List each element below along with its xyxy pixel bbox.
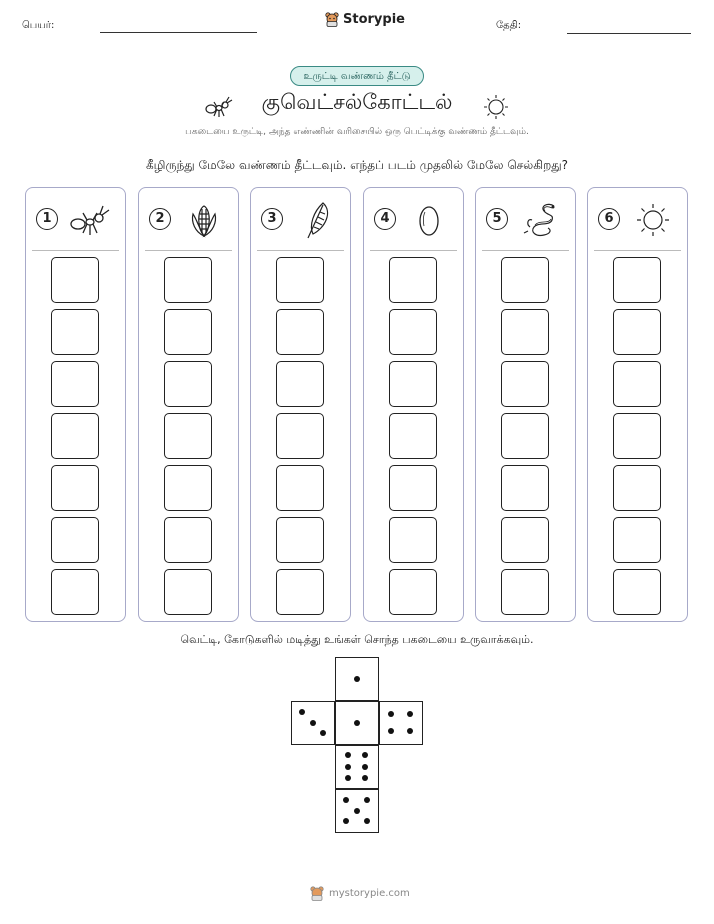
bear-icon — [325, 12, 339, 27]
die-pip — [362, 752, 368, 758]
column-divider — [370, 250, 457, 251]
die-pip — [343, 818, 349, 824]
die-pip — [407, 728, 413, 734]
column-number: 2 — [149, 208, 171, 230]
column-divider — [145, 250, 232, 251]
sun-icon — [481, 94, 511, 120]
color-box[interactable] — [276, 517, 324, 563]
color-box[interactable] — [276, 257, 324, 303]
color-box[interactable] — [389, 517, 437, 563]
die-pip — [354, 676, 360, 682]
column-divider — [594, 250, 681, 251]
brand-name: Storypie — [343, 12, 405, 27]
color-box[interactable] — [501, 413, 549, 459]
color-box[interactable] — [51, 517, 99, 563]
corn-icon — [181, 200, 227, 240]
column-5 — [475, 187, 576, 622]
color-box[interactable] — [164, 413, 212, 459]
color-box[interactable] — [164, 361, 212, 407]
subtitle: பகடையை உருட்டி, அந்த எண்ணின் வரிசையில் ஒரு பெட்டிக்கு வண்ணம் தீட்டவும். — [185, 127, 529, 137]
die-pip — [343, 797, 349, 803]
die-pip — [345, 752, 351, 758]
column-4 — [363, 187, 464, 622]
die-face-1 — [335, 701, 379, 745]
die-pip — [364, 818, 370, 824]
activity-tag: உருட்டி வண்ணம் தீட்டு — [290, 66, 424, 86]
die-pip — [345, 764, 351, 770]
color-box[interactable] — [389, 309, 437, 355]
color-box[interactable] — [389, 569, 437, 615]
color-box[interactable] — [276, 413, 324, 459]
column-number: 5 — [486, 208, 508, 230]
color-box[interactable] — [276, 465, 324, 511]
die-face-3 — [291, 701, 335, 745]
color-box[interactable] — [613, 361, 661, 407]
color-box[interactable] — [51, 413, 99, 459]
color-box[interactable] — [164, 309, 212, 355]
color-box[interactable] — [51, 465, 99, 511]
name-line[interactable] — [100, 32, 257, 33]
page-title: குவெட்சல்கோட்டல் — [261, 90, 453, 114]
color-box[interactable] — [613, 309, 661, 355]
column-divider — [257, 250, 344, 251]
die-pip — [320, 730, 326, 736]
die-pip — [388, 728, 394, 734]
color-box[interactable] — [389, 413, 437, 459]
column-3 — [250, 187, 351, 622]
color-box[interactable] — [613, 413, 661, 459]
bear-icon — [310, 886, 324, 901]
color-box[interactable] — [51, 569, 99, 615]
column-2 — [138, 187, 239, 622]
feather-icon — [293, 200, 339, 240]
color-box[interactable] — [613, 465, 661, 511]
column-divider — [32, 250, 119, 251]
color-box[interactable] — [501, 569, 549, 615]
serpent-icon — [518, 200, 564, 240]
color-box[interactable] — [164, 517, 212, 563]
color-box[interactable] — [51, 361, 99, 407]
die-face-6 — [335, 745, 379, 789]
color-box[interactable] — [389, 361, 437, 407]
cut-instruction: வெட்டி, கோடுகளில் மடித்து உங்கள் சொந்த பகடையை உருவாக்கவும். — [180, 633, 534, 646]
column-number: 3 — [261, 208, 283, 230]
color-box[interactable] — [613, 569, 661, 615]
color-box[interactable] — [51, 309, 99, 355]
column-number: 6 — [598, 208, 620, 230]
name-label: பெயர்: — [22, 20, 55, 31]
column-1 — [25, 187, 126, 622]
color-box[interactable] — [389, 465, 437, 511]
sun-icon — [630, 200, 676, 240]
die-pip — [310, 720, 316, 726]
brand-logo — [325, 12, 405, 27]
die-face-1 — [335, 657, 379, 701]
instruction: கீழிருந்து மேலே வண்ணம் தீட்டவும். எந்தப் படம் முதலில் மேலே செல்கிறது? — [145, 158, 569, 172]
color-box[interactable] — [164, 569, 212, 615]
color-box[interactable] — [501, 465, 549, 511]
column-number: 1 — [36, 208, 58, 230]
color-box[interactable] — [613, 517, 661, 563]
color-box[interactable] — [389, 257, 437, 303]
die-pip — [362, 764, 368, 770]
color-box[interactable] — [164, 257, 212, 303]
ant-icon — [68, 200, 114, 240]
color-box[interactable] — [164, 465, 212, 511]
color-box[interactable] — [276, 569, 324, 615]
color-box[interactable] — [276, 361, 324, 407]
footer — [310, 886, 410, 901]
color-box[interactable] — [501, 257, 549, 303]
color-box[interactable] — [501, 309, 549, 355]
date-line[interactable] — [567, 33, 691, 34]
die-face-4 — [379, 701, 423, 745]
color-box[interactable] — [501, 517, 549, 563]
color-box[interactable] — [276, 309, 324, 355]
die-pip — [299, 709, 305, 715]
die-pip — [362, 775, 368, 781]
die-pip — [354, 808, 360, 814]
die-face-5 — [335, 789, 379, 833]
die-pip — [388, 711, 394, 717]
color-box[interactable] — [501, 361, 549, 407]
egg-icon — [406, 200, 452, 240]
column-divider — [482, 250, 569, 251]
column-number: 4 — [374, 208, 396, 230]
column-6 — [587, 187, 688, 622]
die-pip — [345, 775, 351, 781]
footer-url[interactable]: mystorypie.com — [329, 888, 410, 899]
die-pip — [364, 797, 370, 803]
die-pip — [407, 711, 413, 717]
date-label: தேதி: — [496, 20, 522, 31]
color-box[interactable] — [51, 257, 99, 303]
die-pip — [354, 720, 360, 726]
color-box[interactable] — [613, 257, 661, 303]
